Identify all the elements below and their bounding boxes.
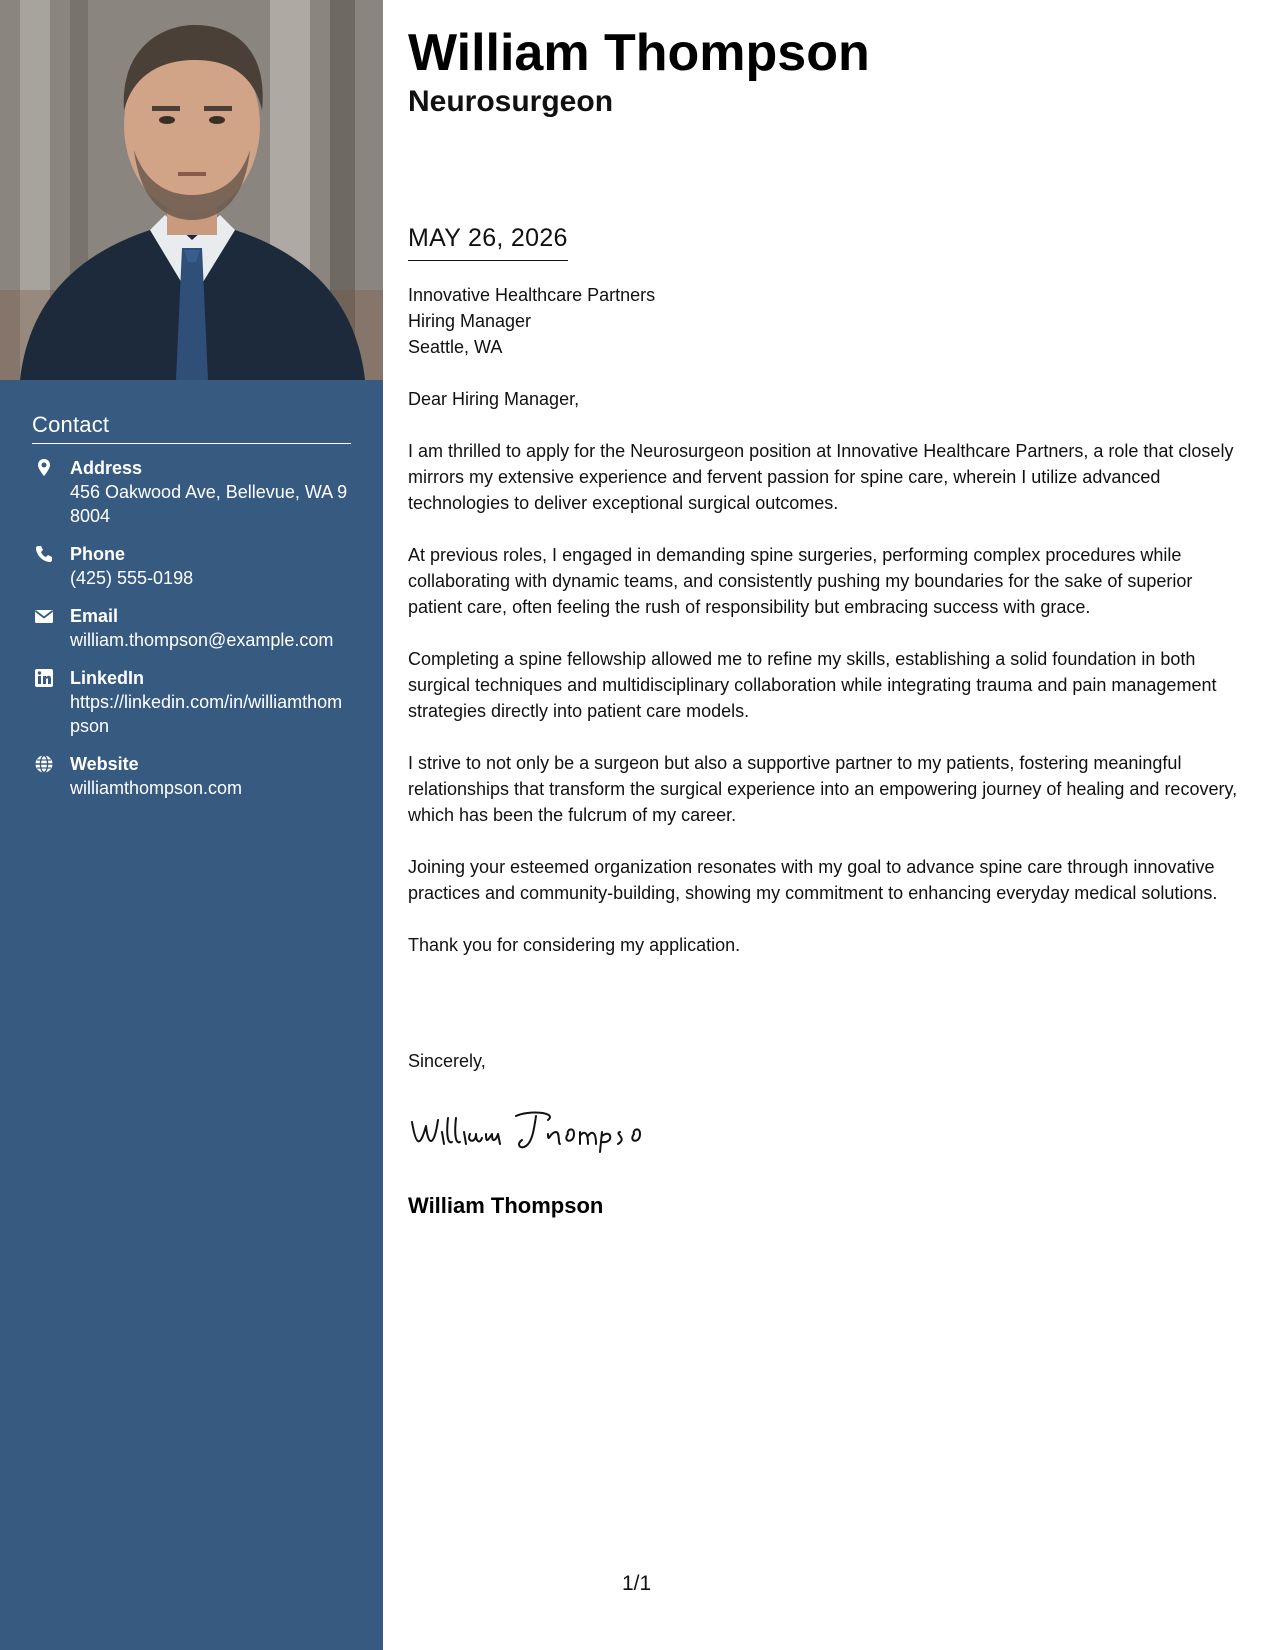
contact-label-website: Website [70, 754, 139, 774]
contact-section [32, 412, 351, 800]
contact-item-email [32, 604, 351, 652]
linkedin-icon [34, 668, 54, 688]
letter-paragraph-5: Joining your esteemed organization resonates with my goal to advance spine care through innovative practices and community-building, showing my commitment to enhancing everyday medical solutions. [408, 857, 1218, 903]
thanks-line: Thank you for considering my application. [408, 935, 741, 955]
envelope-icon [34, 606, 54, 626]
signed-name: William Thompson [408, 1193, 604, 1218]
letter-paragraph-3: Completing a spine fellowship allowed me to refine my skills, establishing a solid foundation in both surgical techniques and multidisciplinary collaboration while integrating trauma and pain management strategies directly into patient care models. [408, 649, 1217, 721]
recipient-block [408, 282, 1240, 360]
letter-paragraph-2: At previous roles, I engaged in demanding spine surgeries, performing complex procedures while collaborating with dynamic teams, and consistently pushing my boundaries for the sake of superior patient care, often feeling the rush of responsibility but embracing success with grace. [408, 545, 1193, 617]
contact-item-linkedin [32, 666, 351, 738]
contact-label-phone: Phone [70, 544, 126, 564]
page-number: 1/1 [622, 1572, 652, 1595]
contact-item-address [32, 456, 351, 528]
contact-item-phone [32, 542, 351, 590]
recipient-location: Seattle, WA [408, 337, 503, 357]
contact-value-linkedin[interactable]: https://linkedin.com/in/williamthompson [70, 692, 343, 736]
letter-paragraph-4: I strive to not only be a surgeon but also a supportive partner to my patients, fostering meaningful relationships that transform the surgical experience into an empowering journey of healing and recovery, which has been the fulcrum of my career. [408, 753, 1238, 825]
applicant-job-title: Neurosurgeon [408, 85, 614, 118]
contact-value-email[interactable]: william.thompson@example.com [70, 630, 334, 650]
contact-label-address: Address [70, 458, 143, 478]
contact-value-address: 456 Oakwood Ave, Bellevue, WA 98004 [70, 482, 348, 526]
letter-body [408, 282, 1240, 984]
contact-item-website [32, 752, 351, 800]
profile-photo [0, 0, 383, 380]
portrait-illustration [0, 0, 383, 380]
contact-label-linkedin: LinkedIn [70, 668, 145, 688]
letter-closing: Sincerely, [408, 1051, 486, 1071]
sidebar [0, 0, 383, 1650]
phone-icon [34, 544, 54, 564]
recipient-role: Hiring Manager [408, 311, 532, 331]
contact-value-phone: (425) 555-0198 [70, 568, 194, 588]
letter-date: MAY 26, 2026 [408, 222, 568, 261]
location-pin-icon [34, 458, 54, 478]
contact-label-email: Email [70, 606, 119, 626]
globe-icon [34, 754, 54, 774]
handwritten-signature [408, 1106, 668, 1156]
contact-value-website[interactable]: williamthompson.com [70, 778, 243, 798]
applicant-name: William Thompson [408, 24, 870, 82]
letter-paragraph-1: I am thrilled to apply for the Neurosurgeon position at Innovative Healthcare Partners, a role that closely mirrors my extensive experience and fervent passion for spine care, wherein I utilize advanced technologies to deliver exceptional surgical outcomes. [408, 441, 1234, 513]
salutation: Dear Hiring Manager, [408, 389, 580, 409]
contact-heading: Contact [32, 412, 351, 444]
recipient-company: Innovative Healthcare Partners [408, 285, 656, 305]
